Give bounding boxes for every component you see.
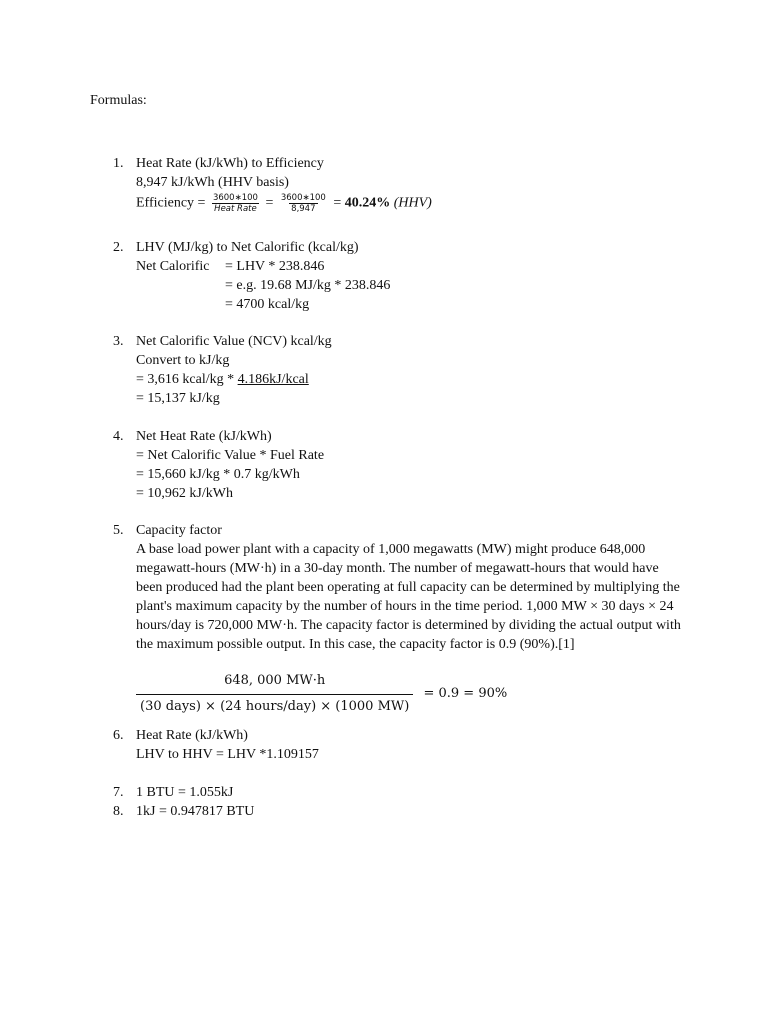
capacity-factor-equation <box>136 672 507 717</box>
net-calorific-label: Net Calorific <box>136 259 210 274</box>
efficiency-result: 40.24% <box>344 195 391 211</box>
item-title: Heat Rate (kJ/kWh) to Efficiency <box>136 156 324 171</box>
efficiency-result-suffix: (HHV) <box>393 195 432 211</box>
paragraph-line: megawatt-hours (MW·h) in a 30-day month. The number of megawatt-hours that would have <box>136 561 659 576</box>
item-text: = 4700 kcal/kg <box>225 297 310 312</box>
item-text: = LHV * 238.846 <box>225 259 325 274</box>
equation-result: = 0.9 = 90% <box>423 685 508 701</box>
item-text: Convert to kJ/kg <box>136 353 230 368</box>
item-title: 1 BTU = 1.055kJ <box>136 785 234 800</box>
fraction <box>211 193 260 214</box>
item-number: 2. <box>113 240 124 255</box>
item-text: = 15,660 kJ/kg * 0.7 kg/kWh <box>136 467 300 482</box>
item-number: 8. <box>113 804 124 819</box>
item-title: 1kJ = 0.947817 BTU <box>136 804 255 819</box>
item-number: 7. <box>113 785 124 800</box>
efficiency-label: Efficiency = <box>136 195 206 211</box>
paragraph-line: A base load power plant with a capacity of 1,000 megawatts (MW) might produce 648,000 <box>136 542 646 557</box>
paragraph-line: been produced had the plant been operating at full capacity can be determined by multiplying the <box>136 580 680 595</box>
item-title: Net Calorific Value (NCV) kcal/kg <box>136 334 332 349</box>
equals-sign: = <box>333 195 342 211</box>
item-text: = e.g. 19.68 MJ/kg * 238.846 <box>225 278 391 293</box>
item-number: 6. <box>113 728 124 743</box>
page-heading: Formulas: <box>90 93 147 108</box>
paragraph-line: the maximum possible output. In this case, the capacity factor is 0.9 (90%).[1] <box>136 637 575 652</box>
item-text: = Net Calorific Value * Fuel Rate <box>136 448 325 463</box>
item-text: = 10,962 kJ/kWh <box>136 486 233 501</box>
item-title: Net Heat Rate (kJ/kWh) <box>136 429 272 444</box>
item-title: Heat Rate (kJ/kWh) <box>136 728 248 743</box>
item-text: = 15,137 kJ/kg <box>136 391 220 406</box>
paragraph-line: plant's maximum capacity by the number of hours in the time period. 1,000 MW × 30 days × 24 <box>136 599 674 614</box>
fraction-denominator: Heat Rate <box>214 204 257 214</box>
fraction <box>136 672 413 717</box>
fraction-denominator: (30 days) × (24 hours/day) × (1000 MW) <box>136 694 413 717</box>
fraction-numerator: 3600∗100 <box>212 193 258 203</box>
item-text: 8,947 kJ/kWh (HHV basis) <box>136 175 289 190</box>
item-number: 4. <box>113 429 124 444</box>
fraction-numerator: 3600∗100 <box>280 193 326 203</box>
item-text: LHV to HHV = LHV *1.109157 <box>136 747 319 762</box>
item-text: = 3,616 kcal/kg * <box>136 372 238 387</box>
conversion-line <box>136 371 309 390</box>
efficiency-formula <box>136 193 432 214</box>
item-number: 3. <box>113 334 124 349</box>
fraction-numerator: 648, 000 MW·h <box>224 673 326 688</box>
conversion-factor: 4.186kJ/kcal <box>237 372 309 387</box>
item-number: 1. <box>113 156 124 171</box>
fraction-denominator: 8,947 <box>291 204 316 214</box>
paragraph-line: hours/day is 720,000 MW·h. The capacity factor is determined by dividing the actual output with <box>136 618 681 633</box>
item-title: Capacity factor <box>136 523 222 538</box>
equals-sign: = <box>265 195 274 211</box>
fraction <box>279 193 328 214</box>
item-number: 5. <box>113 523 124 538</box>
item-title: LHV (MJ/kg) to Net Calorific (kcal/kg) <box>136 240 359 255</box>
